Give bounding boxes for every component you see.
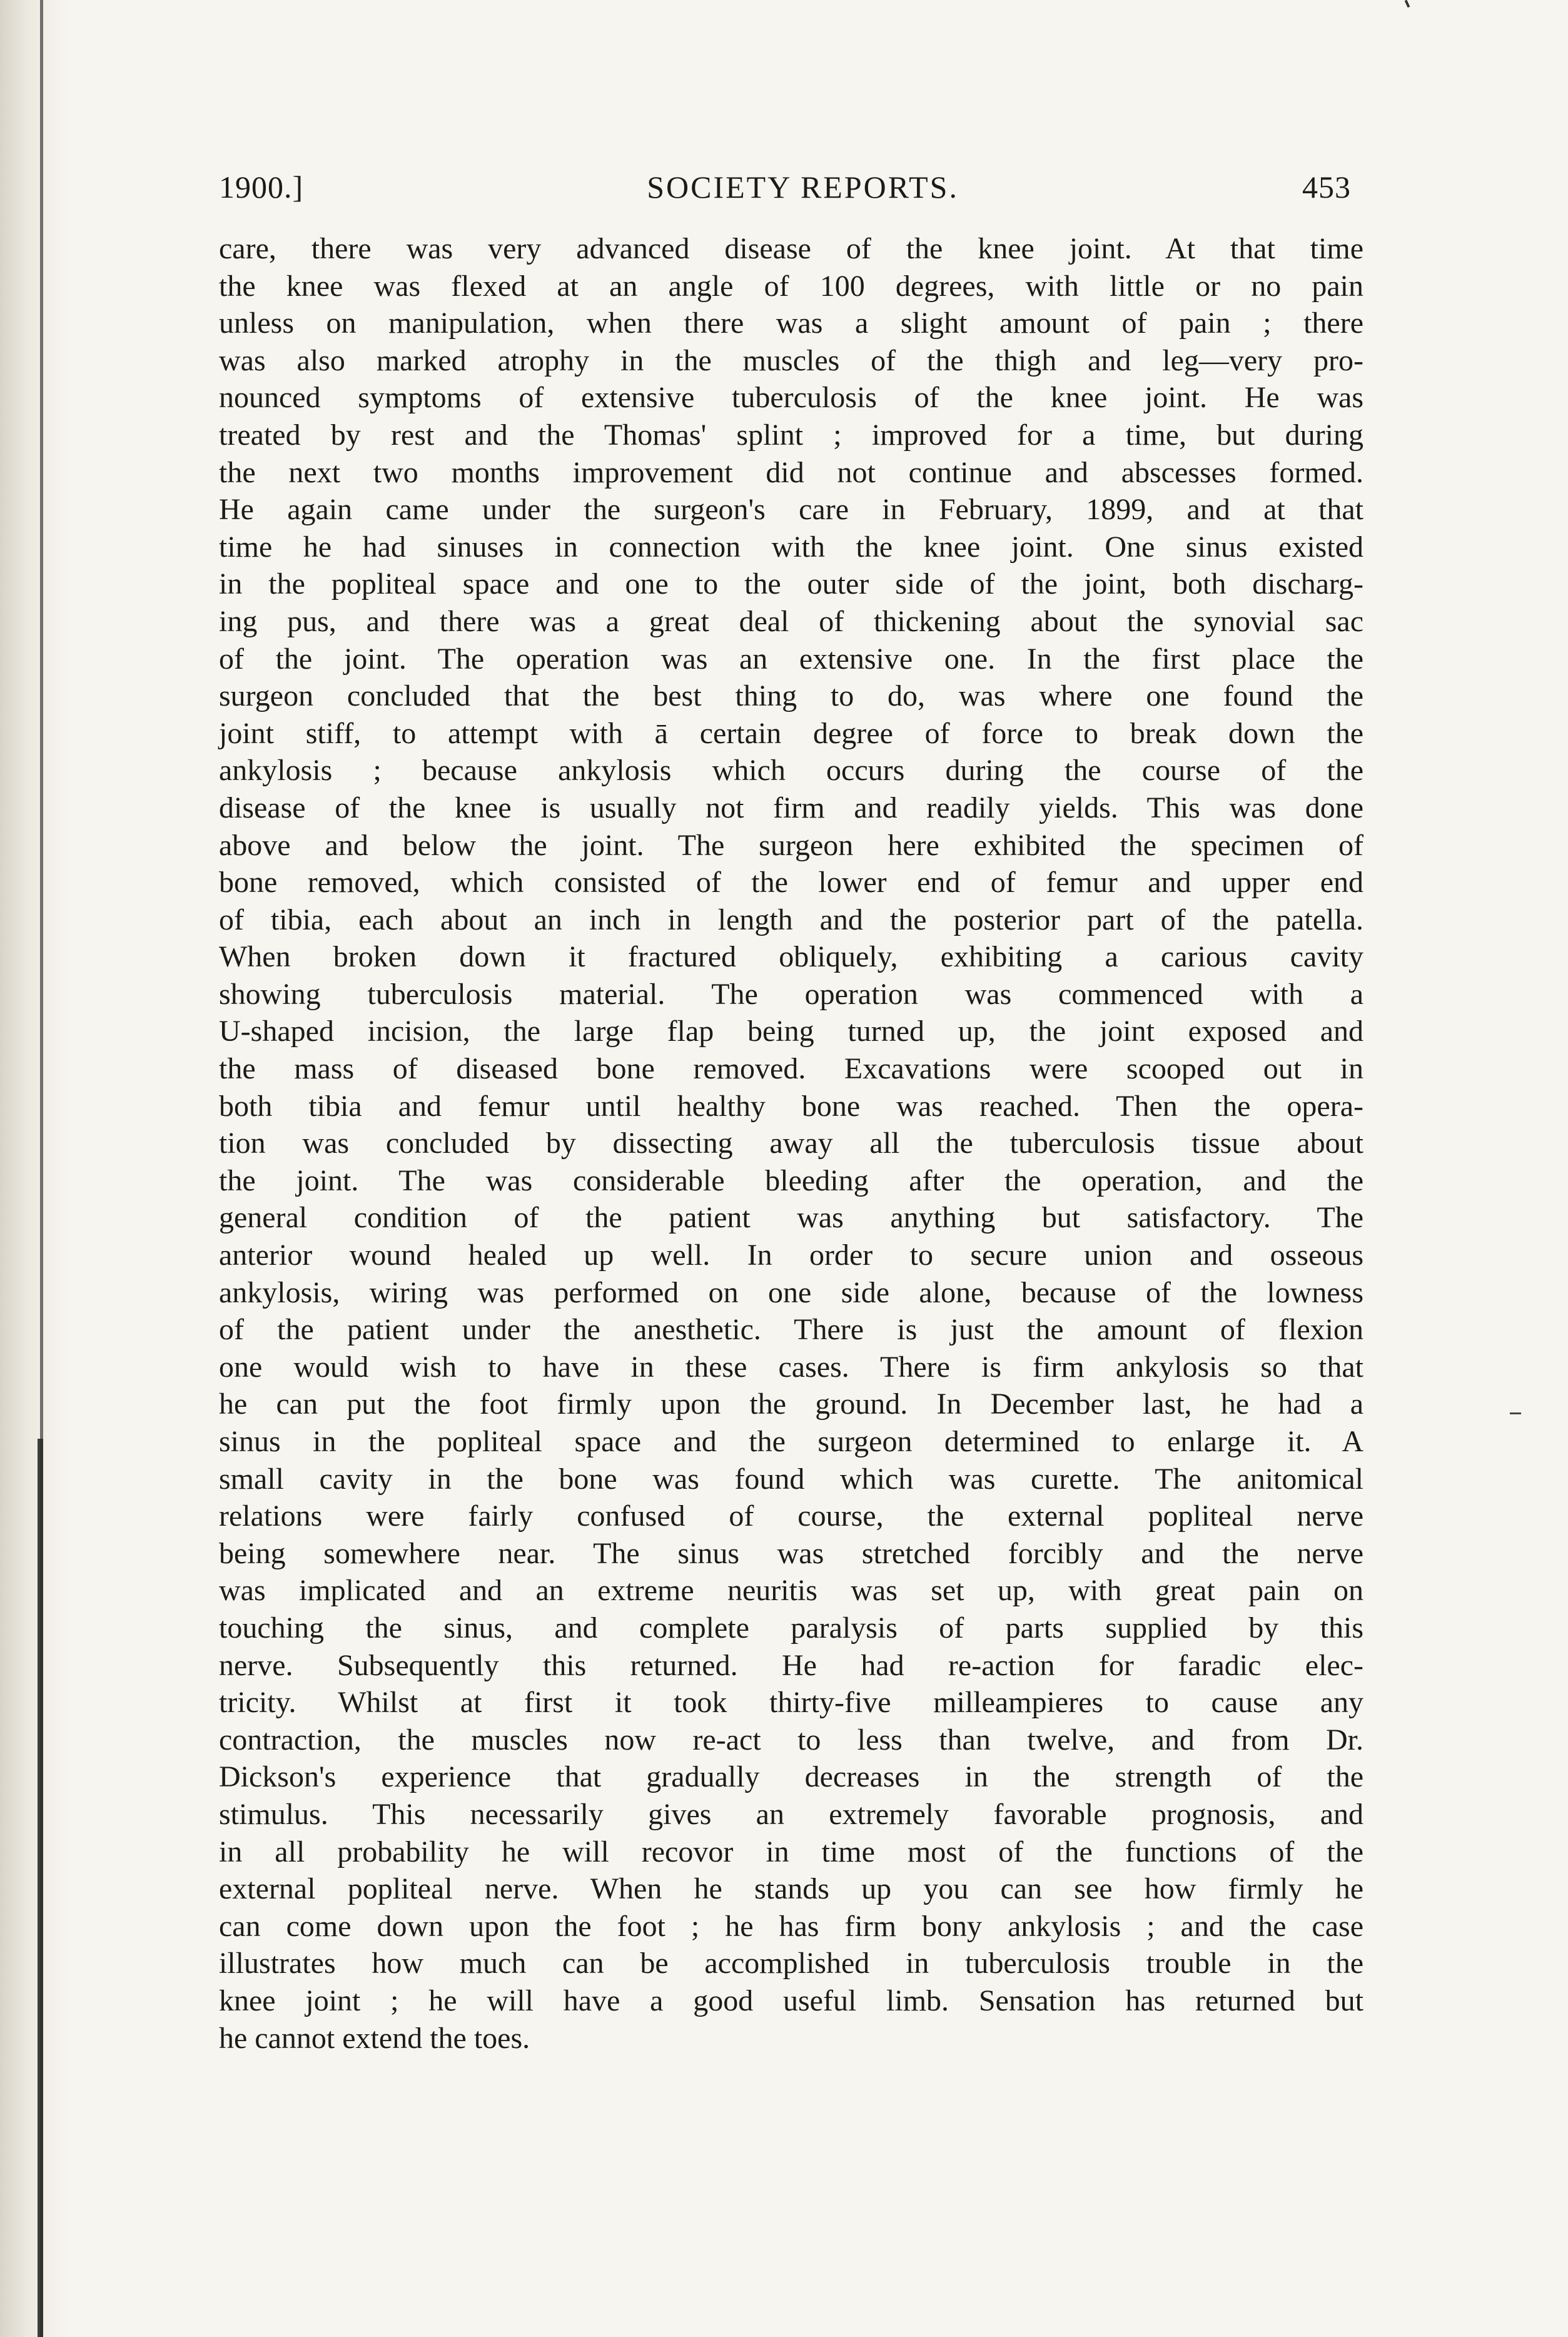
text-line: the next two months improvement did not continue and abscesses formed. — [219, 455, 1363, 489]
text-line: relations were fairly confused of course, the external popliteal nerve — [219, 1499, 1363, 1533]
text-line: treated by rest and the Thomas' splint ; improved for a time, but during — [219, 418, 1363, 452]
text-line: of the patient under the anesthetic. There is just the amount of flexion — [219, 1313, 1363, 1347]
text-line: surgeon concluded that the best thing to do, was where one found the — [219, 679, 1363, 713]
text-line: tricity. Whilst at first it took thirty-five milleampieres to cause any — [219, 1686, 1363, 1720]
page-content — [219, 169, 1363, 2057]
text-line: was implicated and an extreme neuritis was set up, with great pain on — [219, 1574, 1363, 1608]
text-line: being somewhere near. The sinus was stretched forcibly and the nerve — [219, 1536, 1363, 1570]
text-line: He again came under the surgeon's care in February, 1899, and at that — [219, 493, 1363, 527]
text-line: showing tuberculosis material. The operation was commenced with a — [219, 977, 1363, 1011]
body-text — [219, 230, 1363, 2057]
text-line: contraction, the muscles now re-act to less than twelve, and from Dr. — [219, 1723, 1363, 1757]
text-line: ankylosis ; because ankylosis which occurs during the course of the — [219, 754, 1363, 788]
text-line: U-shaped incision, the large flap being turned up, the joint exposed and — [219, 1015, 1363, 1048]
text-line: knee joint ; he will have a good useful limb. Sensation has returned but — [219, 1984, 1363, 2017]
text-line: the mass of diseased bone removed. Excavations were scooped out in — [219, 1052, 1363, 1086]
corner-mark — [1405, 0, 1410, 8]
text-line: stimulus. This necessarily gives an extremely favorable prognosis, and — [219, 1797, 1363, 1831]
text-line: care, there was very advanced disease of the knee joint. At that time — [219, 232, 1363, 265]
running-head — [219, 169, 1363, 205]
page-binding-edge — [0, 0, 69, 2337]
text-line: unless on manipulation, when there was a slight amount of pain ; there — [219, 307, 1363, 340]
margin-dash-mark — [1510, 1412, 1521, 1414]
text-line: disease of the knee is usually not firm and readily yields. This was done — [219, 791, 1363, 824]
text-line: When broken down it fractured obliquely, exhibiting a carious cavity — [219, 940, 1363, 974]
text-line: he can put the foot firmly upon the ground. In December last, he had a — [219, 1387, 1363, 1421]
text-line: touching the sinus, and complete paralysis of parts supplied by this — [219, 1611, 1363, 1645]
text-line: tion was concluded by dissecting away all the tuberculosis tissue about — [219, 1127, 1363, 1160]
text-line: illustrates how much can be accomplished in tuberculosis trouble in the — [219, 1947, 1363, 1980]
binding-line-lower — [38, 1439, 43, 2337]
text-line: of the joint. The operation was an extensive one. In the first place the — [219, 642, 1363, 676]
text-line: ankylosis, wiring was performed on one side alone, because of the lowness — [219, 1275, 1363, 1309]
text-line: was also marked atrophy in the muscles of the thigh and leg—very pro- — [219, 343, 1363, 377]
text-line: can come down upon the foot ; he has firm bony ankylosis ; and the case — [219, 1909, 1363, 1943]
text-line: small cavity in the bone was found which was curette. The anitomical — [219, 1462, 1363, 1496]
text-line: nerve. Subsequently this returned. He had re-action for faradic elec- — [219, 1648, 1363, 1682]
text-line: he cannot extend the toes. — [219, 2021, 530, 2055]
text-line: general condition of the patient was anything but satisfactory. The — [219, 1201, 1363, 1235]
text-line: in all probability he will recovor in time most of the functions of the — [219, 1835, 1363, 1868]
text-line: sinus in the popliteal space and the surgeon determined to enlarge it. A — [219, 1425, 1363, 1458]
text-line: bone removed, which consisted of the lower end of femur and upper end — [219, 866, 1363, 900]
text-line: anterior wound healed up well. In order to secure union and osseous — [219, 1239, 1363, 1272]
header-title: SOCIETY REPORTS. — [647, 170, 959, 205]
text-line: in the popliteal space and one to the outer side of the joint, both discharg- — [219, 567, 1363, 601]
text-line: both tibia and femur until healthy bone was reached. Then the opera- — [219, 1089, 1363, 1123]
text-line: of tibia, each about an inch in length and the posterior part of the patella. — [219, 903, 1363, 936]
header-year: 1900.] — [219, 170, 304, 205]
text-line: time he had sinuses in connection with the knee joint. One sinus existed — [219, 530, 1363, 564]
text-line: Dickson's experience that gradually decreases in the strength of the — [219, 1760, 1363, 1794]
text-line: the knee was flexed at an angle of 100 degrees, with little or no pain — [219, 269, 1363, 303]
text-line: the joint. The was considerable bleeding after the operation, and the — [219, 1163, 1363, 1197]
text-line: above and below the joint. The surgeon here exhibited the specimen of — [219, 828, 1363, 862]
text-line: joint stiff, to attempt with ā certain degree of force to break down the — [219, 716, 1363, 750]
text-line: nounced symptoms of extensive tuberculosis of the knee joint. He was — [219, 381, 1363, 415]
page-number: 453 — [1302, 170, 1351, 205]
text-line: ing pus, and there was a great deal of thickening about the synovial sac — [219, 604, 1363, 638]
text-line: external popliteal nerve. When he stands up you can see how firmly he — [219, 1872, 1363, 1906]
text-line: one would wish to have in these cases. There is firm ankylosis so that — [219, 1350, 1363, 1384]
